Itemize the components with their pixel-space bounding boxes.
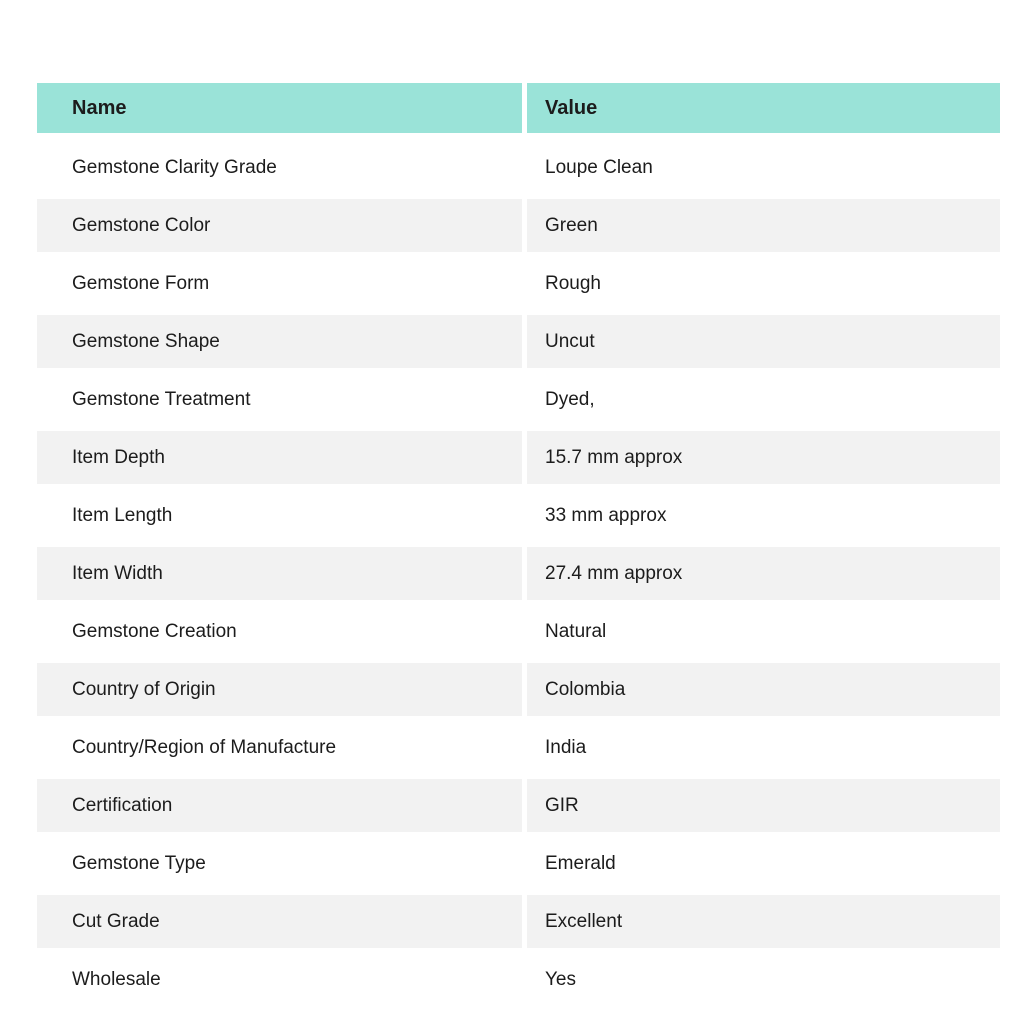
spec-name-cell: Gemstone Form — [37, 257, 527, 315]
spec-value-cell: Colombia — [527, 663, 1000, 721]
table-row — [37, 547, 1000, 605]
spec-name-cell: Country of Origin — [37, 663, 527, 721]
column-header-name: Name — [37, 83, 527, 141]
spec-name-cell: Gemstone Creation — [37, 605, 527, 663]
spec-name-cell: Country/Region of Manufacture — [37, 721, 527, 779]
table-row — [37, 373, 1000, 431]
table-row — [37, 895, 1000, 953]
table-row — [37, 953, 1000, 1011]
column-header-value: Value — [527, 83, 1000, 141]
spec-value-cell: Dyed, — [527, 373, 1000, 431]
spec-value-cell: Excellent — [527, 895, 1000, 953]
spec-value-cell: Rough — [527, 257, 1000, 315]
spec-name-cell: Item Length — [37, 489, 527, 547]
spec-value-cell: 15.7 mm approx — [527, 431, 1000, 489]
table-row — [37, 315, 1000, 373]
spec-value-cell: 33 mm approx — [527, 489, 1000, 547]
spec-value-cell: Loupe Clean — [527, 141, 1000, 199]
spec-value-cell: 27.4 mm approx — [527, 547, 1000, 605]
table-row — [37, 721, 1000, 779]
spec-name-cell: Certification — [37, 779, 527, 837]
spec-value-cell: Natural — [527, 605, 1000, 663]
table-row — [37, 199, 1000, 257]
table-row — [37, 141, 1000, 199]
table-row — [37, 779, 1000, 837]
spec-name-cell: Item Width — [37, 547, 527, 605]
table-row — [37, 663, 1000, 721]
table-row — [37, 489, 1000, 547]
item-specifics-table — [37, 83, 1000, 1011]
table-row — [37, 431, 1000, 489]
table-row — [37, 257, 1000, 315]
table-row — [37, 837, 1000, 895]
spec-name-cell: Cut Grade — [37, 895, 527, 953]
spec-name-cell: Item Depth — [37, 431, 527, 489]
spec-name-cell: Gemstone Type — [37, 837, 527, 895]
spec-value-cell: Green — [527, 199, 1000, 257]
spec-value-cell: GIR — [527, 779, 1000, 837]
spec-value-cell: Uncut — [527, 315, 1000, 373]
spec-name-cell: Gemstone Shape — [37, 315, 527, 373]
table-header — [37, 83, 1000, 141]
spec-name-cell: Gemstone Clarity Grade — [37, 141, 527, 199]
spec-value-cell: Emerald — [527, 837, 1000, 895]
table-row — [37, 605, 1000, 663]
spec-name-cell: Gemstone Color — [37, 199, 527, 257]
spec-name-cell: Gemstone Treatment — [37, 373, 527, 431]
spec-value-cell: India — [527, 721, 1000, 779]
spec-value-cell: Yes — [527, 953, 1000, 1011]
table-header-row — [37, 83, 1000, 141]
table-body — [37, 141, 1000, 1011]
spec-name-cell: Wholesale — [37, 953, 527, 1011]
